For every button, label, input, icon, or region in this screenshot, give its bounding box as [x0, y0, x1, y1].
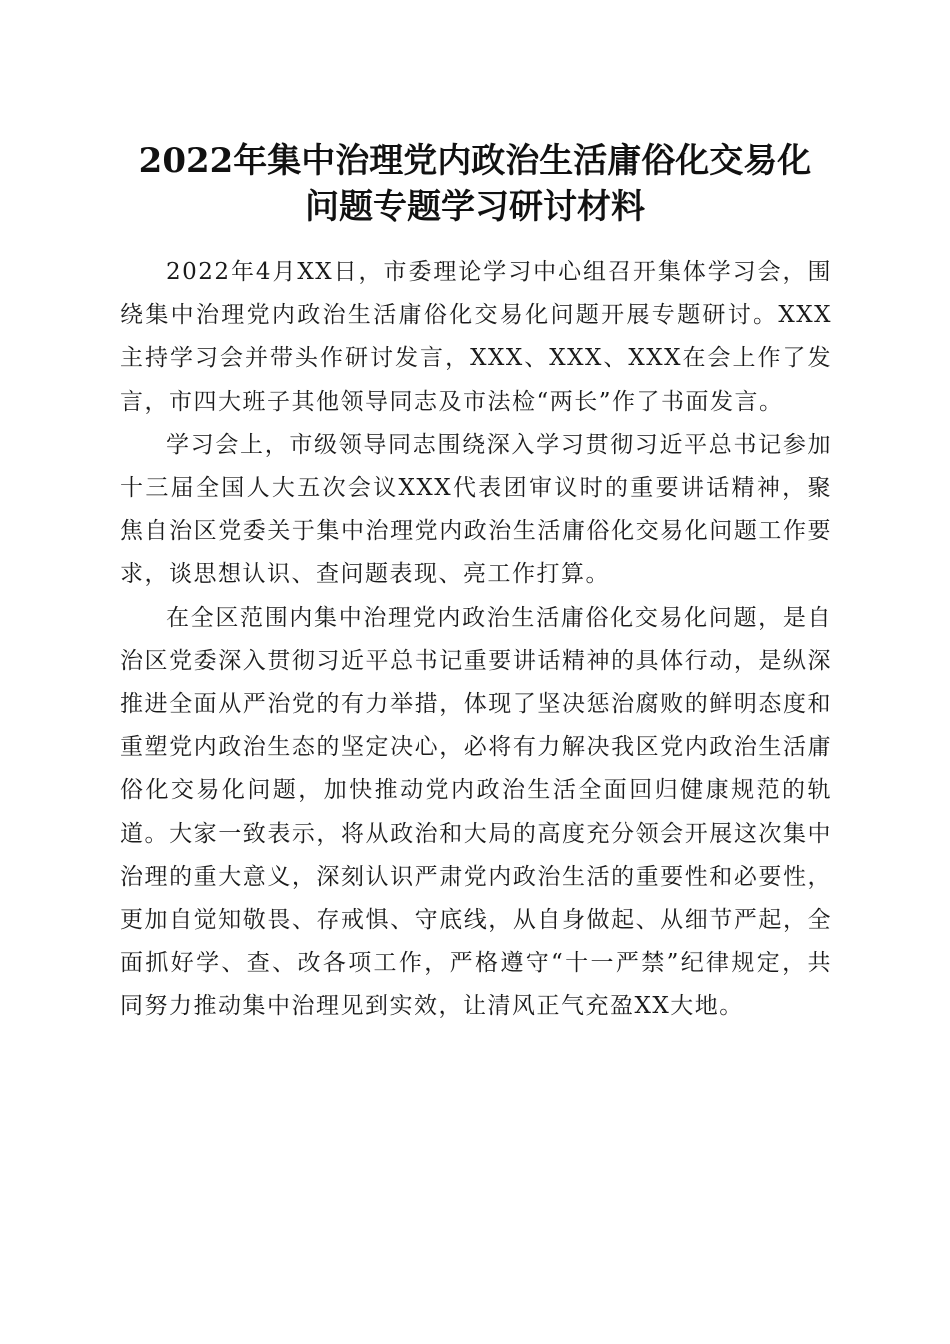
paragraph-2: 学习会上，市级领导同志围绕深入学习贯彻习近平总书记参加十三届全国人大五次会议XXX代表团审议时的重要讲话精神，聚焦自治区党委关于集中治理党内政治生活庸俗化交易化问题工作要求，谈思想认识、查问题表现、亮工作打算。 — [120, 431, 832, 588]
document-body — [120, 251, 832, 1029]
title-line-1: 2022年集中治理党内政治生活庸俗化交易化 — [138, 141, 812, 181]
title-line-2: 问题专题学习研讨材料 — [305, 187, 645, 227]
paragraph-3: 在全区范围内集中治理党内政治生活庸俗化交易化问题，是自治区党委深入贯彻习近平总书记重要讲话精神的具体行动，是纵深推进全面从严治党的有力举措，体现了坚决惩治腐败的鲜明态度和重塑党内政治生态的坚定决心，必将有力解决我区党内政治生活庸俗化交易化问题，加快推动党内政治生活全面回归健康规范的轨道。大家一致表示，将从政治和大局的高度充分领会开展这次集中治理的重大意义，深刻认识严肃党内政治生活的重要性和必要性，更加自觉知敬畏、存戒惧、守底线，从自身做起、从细节严起，全面抓好学、查、改各项工作，严格遵守“十一严禁”纪律规定，共同努力推动集中治理见到实效，让清风正气充盈XX大地。 — [120, 604, 832, 1020]
document-title — [110, 138, 840, 230]
paragraph-1: 2022年4月XX日，市委理论学习中心组召开集体学习会，围绕集中治理党内政治生活庸俗化交易化问题开展专题研讨。XXX主持学习会并带头作研讨发言，XXX、XXX、XXX在会上作了发言，市四大班子其他领导同志及市法检“两长”作了书面发言。 — [120, 259, 832, 415]
